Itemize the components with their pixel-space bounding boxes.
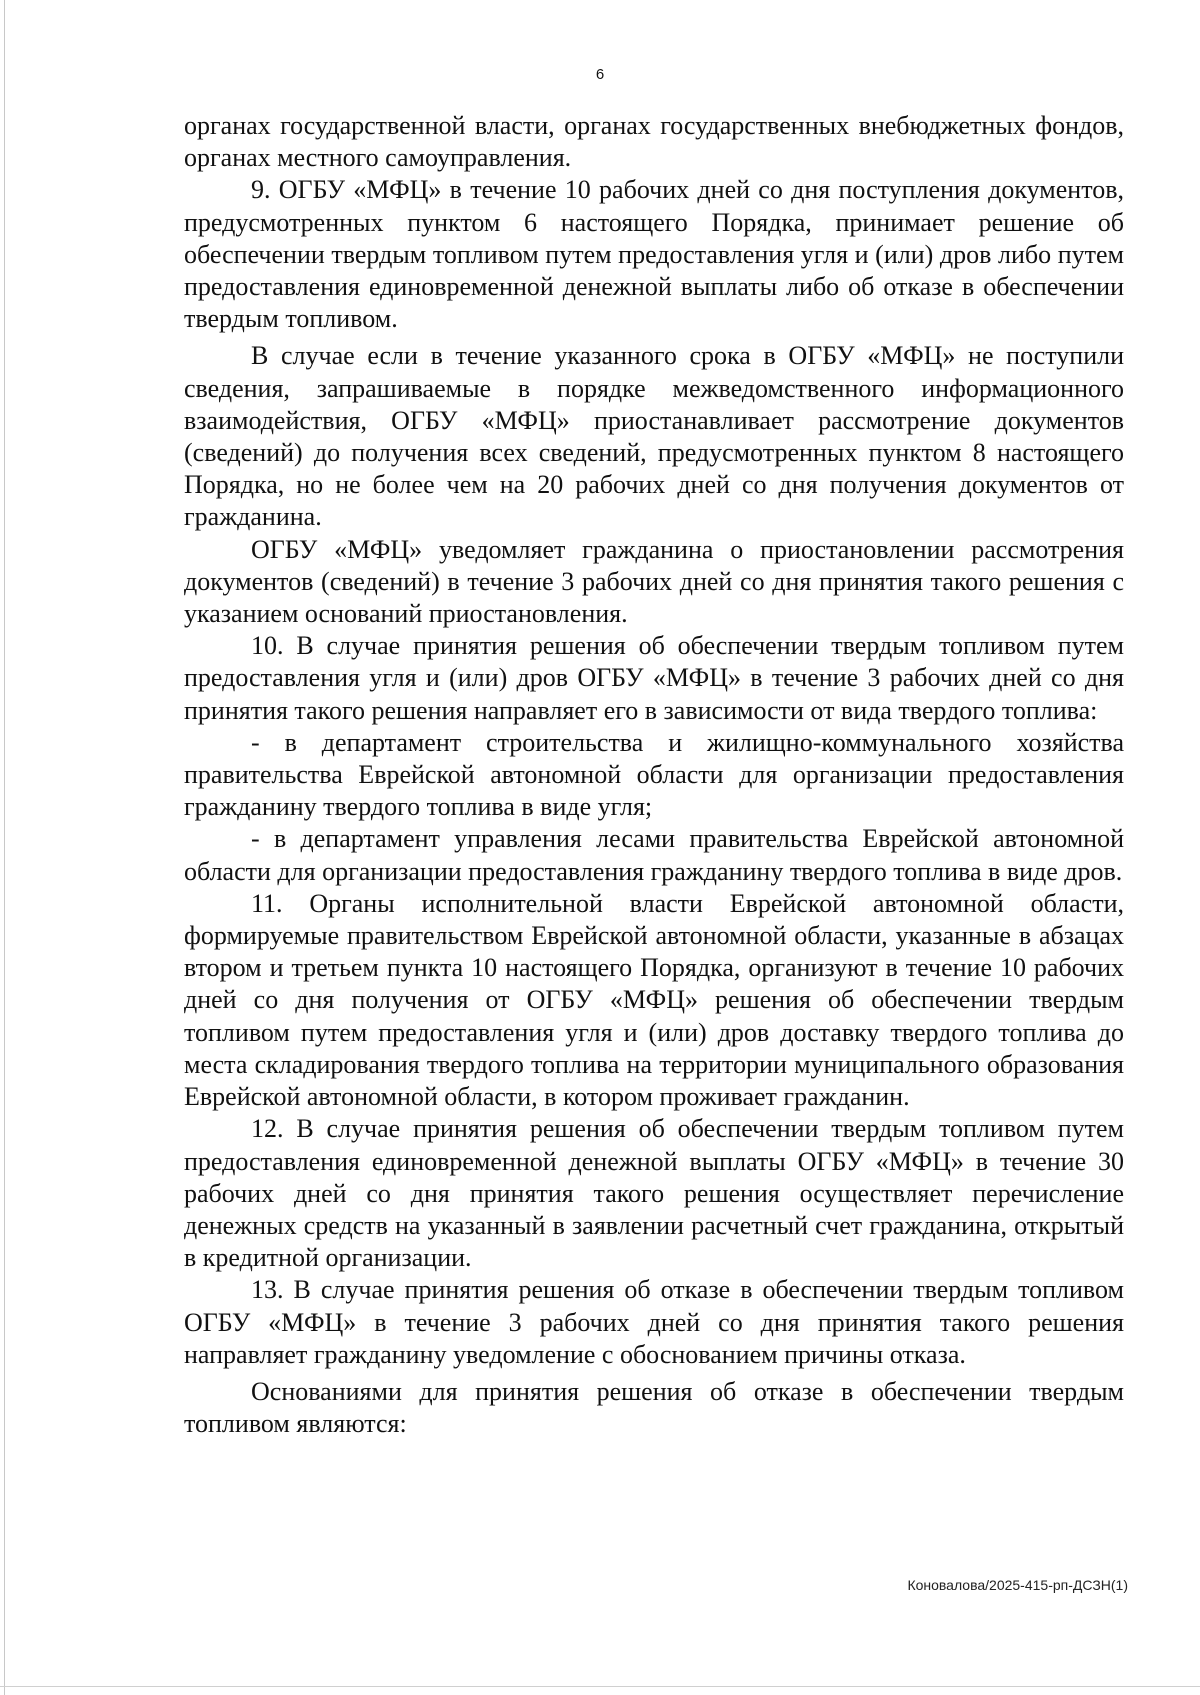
paragraph-item-10: 10. В случае принятия решения об обеспечении твердым топливом путем предоставления угля и (или) дров ОГБУ «МФЦ» в течение 3 рабочих дней со дня принятия такого решения направляет его в зависимости от вида твердого топлива: xyxy=(184,631,1124,725)
paragraph-refusal-grounds: Основаниями для принятия решения об отказе в обеспечении твердым топливом являются: xyxy=(184,1376,1124,1439)
paragraph-dash-coal: - в департамент строительства и жилищно-коммунального хозяйства правительства Еврейской автономной области для организации предоставления гражданину твердого топлива в виде угля; xyxy=(184,727,1124,822)
paragraph-dash-wood: - в департамент управления лесами правительства Еврейской автономной области для организации предоставления гражданину твердого топлива в виде дров. xyxy=(184,824,1124,886)
paragraph-item-9: 9. ОГБУ «МФЦ» в течение 10 рабочих дней со дня поступления документов, предусмотренных пунктом 6 настоящего Порядка, принимает решение об обеспечении твердым топливом путем предоставления угля и (или) дров либо путем предоставления единовременной денежной выплаты либо об отказе в обеспечении твердым топливом. xyxy=(184,175,1124,334)
paragraph-notification: ОГБУ «МФЦ» уведомляет гражданина о приостановлении рассмотрения документов (сведений) в течение 3 рабочих дней со дня принятия такого решения с указанием оснований приостановления. xyxy=(184,534,1124,629)
scan-edge-left xyxy=(4,0,5,1695)
paragraph-item-13: 13. В случае принятия решения об отказе в обеспечении твердым топливом ОГБУ «МФЦ» в течение 3 рабочих дней со дня принятия такого решения направляет гражданину уведомление с обоснованием причины отказа. xyxy=(184,1275,1124,1369)
paragraph-suspension: В случае если в течение указанного срока в ОГБУ «МФЦ» не поступили сведения, запрашиваемые в порядке межведомственного информационного взаимодействия, ОГБУ «МФЦ» приостанавливает рассмотрение документов (сведений) до получения всех сведений, предусмотренных пунктом 8 настоящего Порядка, но не более чем на 20 рабочих дней со дня получения документов от гражданина. xyxy=(184,341,1124,532)
paragraph-item-12: 12. В случае принятия решения об обеспечении твердым топливом путем предоставления единовременной денежной выплаты ОГБУ «МФЦ» в течение 30 рабочих дней со дня принятия такого решения осуществляет перечисление денежных средств на указанный в заявлении расчетный счет гражданина, открытый в кредитной организации. xyxy=(184,1114,1124,1273)
scan-edge-bottom xyxy=(0,1686,1200,1687)
paragraph-item-11: 11. Органы исполнительной власти Еврейской автономной области, формируемые правительством Еврейской автономной области, указанные в абзацах втором и третьем пункта 10 настоящего Порядка, организуют в течение 10 рабочих дней со дня получения от ОГБУ «МФЦ» решения об обеспечении твердым топливом путем предоставления угля и (или) дров доставку твердого топлива до места складирования твердого топлива на территории муниципального образования Еврейской автономной области, в котором проживает гражданин. xyxy=(184,888,1124,1112)
paragraph-continuation: органах государственной власти, органах государственных внебюджетных фондов, органах местного самоуправления. xyxy=(184,111,1124,173)
document-body xyxy=(184,110,1124,1440)
page-number: 6 xyxy=(595,66,605,83)
document-reference-footer: Коновалова/2025-415-рп-ДСЗН(1) xyxy=(907,1577,1128,1593)
